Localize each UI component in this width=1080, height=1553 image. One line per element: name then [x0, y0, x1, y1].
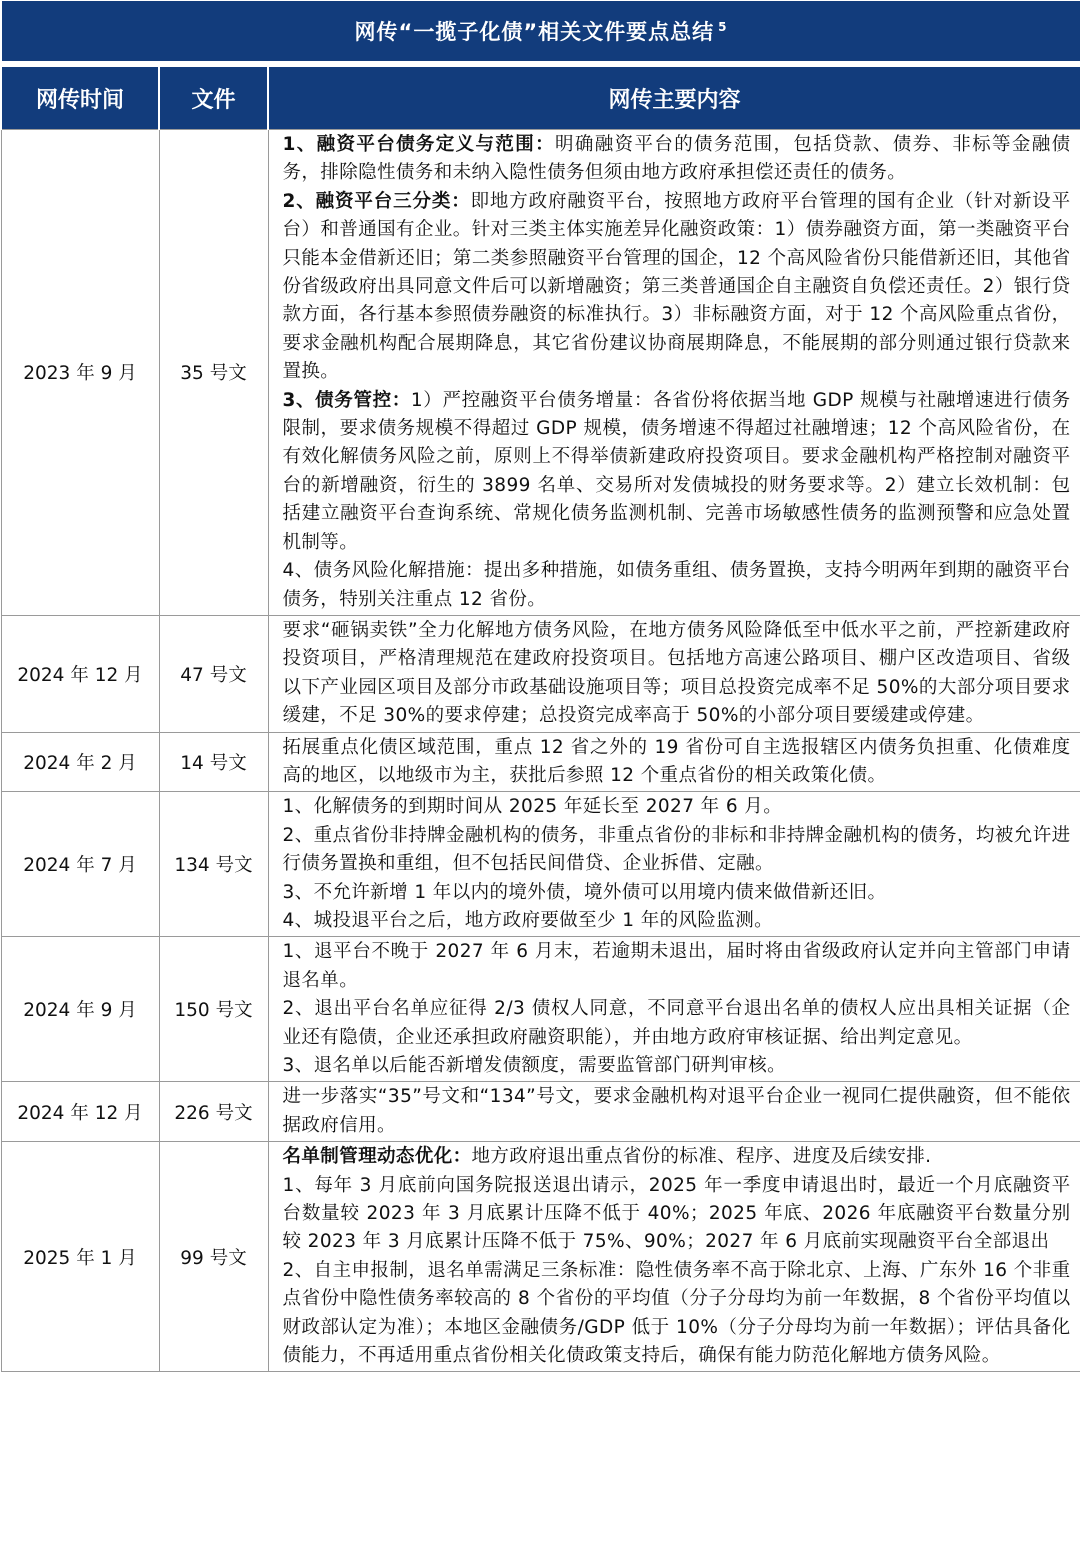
- paragraph-text: 1）严控融资平台债务增量：各省份将依据当地 GDP 规模与社融增速进行债务限制，要求债务规模不得超过 GDP 规模，债务增速不得超过社融增速；12 个高风险省份，在有效化解债务风险之前，原则上不得举债新建政府投资项目。要求金融机构严格控制对融资平台的新增融资，衍生的 3899 名单、交易所对发债城投的财务要求等。2）建立长效机制：包括建立融资平台查询系统、常规化债务监测机制、完善市场敏感性债务的监测预警和应急处置机制等。: [282, 389, 1071, 553]
- content-paragraph: [283, 188, 1071, 387]
- content-paragraph: [283, 793, 1071, 821]
- table-row: [1, 1082, 1080, 1142]
- content-paragraph: [283, 879, 1071, 907]
- row-time: 2024 年 7 月: [1, 792, 159, 937]
- table-row: [1, 792, 1080, 937]
- paragraph-text: 要求“砸锅卖铁”全力化解地方债务风险，在地方债务风险降低至中低水平之前，严控新建政府投资项目，严格清理规范在建政府投资项目。包括地方高速公路项目、棚户区改造项目、省级以下产业园区项目及部分市政基础设施项目等；项目总投资完成率不足 50%的大部分项目要求缓建，不足 30%的要求停建；总投资完成率高于 50%的小部分项目要缓建或停建。: [282, 619, 1071, 727]
- row-file: 226 号文: [159, 1082, 268, 1142]
- paragraph-heading: 1、融资平台债务定义与范围：: [282, 134, 555, 155]
- content-paragraph: [283, 1172, 1071, 1257]
- content-paragraph: [283, 131, 1071, 188]
- row-file: 134 号文: [159, 792, 268, 937]
- row-content: [268, 792, 1080, 937]
- paragraph-heading: 2、融资平台三分类：: [282, 190, 471, 212]
- paragraph-text: 2、自主申报制，退名单需满足三条标准：隐性债务率不高于除北京、上海、广东外 16 个非重点省份中隐性债务率较高的 8 个省份的平均值（分子分母均为前一年数据，8 个省份平均值以财政部认定为准）；本地区金融债务/GDP 低于 10%（分子分母均为前一年数据）；评估具备化债能力，不再适用重点省份相关化债政策支持后，确保有能力防范化解地方债务风险。: [282, 1259, 1071, 1367]
- row-content: [268, 1082, 1080, 1142]
- table-row: [1, 1142, 1080, 1372]
- content-paragraph: [283, 387, 1071, 557]
- row-time: 2024 年 12 月: [1, 1082, 159, 1142]
- content-paragraph: [283, 907, 1071, 935]
- row-content: [268, 615, 1080, 732]
- header-time: 网传时间: [1, 67, 159, 130]
- paragraph-heading: 3、债务管控：: [282, 389, 411, 411]
- paragraph-text: 地方政府退出重点省份的标准、程序、进度及后续安排.: [471, 1146, 932, 1168]
- row-time: 2024 年 9 月: [1, 937, 159, 1082]
- content-paragraph: [283, 1052, 1071, 1080]
- paragraph-text: 明确融资平台的债务范围，包括贷款、债券、非标等金融债务，排除隐性债务和未纳入隐性债务但须由地方政府承担偿还责任的债务。: [282, 134, 1071, 184]
- paragraph-text: 进一步落实“35”号文和“134”号文，要求金融机构对退平台企业一视同仁提供融资，但不能依据政府信用。: [282, 1086, 1071, 1136]
- table-row: [1, 130, 1080, 616]
- content-paragraph: [283, 995, 1071, 1052]
- row-time: 2024 年 12 月: [1, 615, 159, 732]
- content-paragraph: [283, 1083, 1071, 1140]
- content-paragraph: [283, 938, 1071, 995]
- row-file: 14 号文: [159, 732, 268, 792]
- table-body: [1, 130, 1080, 1372]
- paragraph-text: 2、退出平台名单应征得 2/3 债权人同意，不同意平台退出名单的债权人应出具相关证据（企业还有隐债，企业还承担政府融资职能），并由地方政府审核证据、给出判定意见。: [282, 998, 1071, 1048]
- row-file: 47 号文: [159, 615, 268, 732]
- row-content: [268, 1142, 1080, 1372]
- paragraph-text: 即地方政府融资平台，按照地方政府平台管理的国有企业（针对新设平台）和普通国有企业。针对三类主体实施差异化融资政策：1）债券融资方面，第一类融资平台只能本金借新还旧；第二类参照融资平台管理的国企，12 个高风险省份只能借新还旧，其他省份省级政府出具同意文件后可以新增融资；第三类普通国企自主融资自负偿还责任。2）银行贷款方面，各行基本参照债券融资的标准执行。3）非标融资方面，对于 12 个高风险重点省份，要求金融机构配合展期降息，其它省份建议协商展期降息，不能展期的部分则通过银行贷款来置换。: [282, 190, 1071, 383]
- table-title: [1, 1, 1080, 62]
- content-paragraph: [283, 1257, 1071, 1371]
- header-row: [1, 67, 1080, 130]
- paragraph-text: 1、每年 3 月底前向国务院报送退出请示，2025 年一季度申请退出时，最近一个月底融资平台数量较 2023 年 3 月底累计压降不低于 40%；2025 年底、2026 年底融资平台数量分别较 2023 年 3 月底累计压降不低于 75%、90%；2027 年 6 月底前实现融资平台全部退出: [282, 1174, 1071, 1253]
- row-time: 2024 年 2 月: [1, 732, 159, 792]
- table-row: [1, 615, 1080, 732]
- row-file: 99 号文: [159, 1142, 268, 1372]
- table-title-text: 网传“一揽子化债”相关文件要点总结: [354, 20, 715, 44]
- paragraph-text: 1、化解债务的到期时间从 2025 年延长至 2027 年 6 月。: [282, 796, 783, 818]
- table-row: [1, 732, 1080, 792]
- paragraph-heading: 名单制管理动态优化：: [282, 1146, 472, 1168]
- row-content: [268, 130, 1080, 616]
- header-content: 网传主要内容: [268, 67, 1080, 130]
- paragraph-text: 拓展重点化债区域范围，重点 12 省之外的 19 省份可自主选报辖区内债务负担重、化债难度高的地区，以地级市为主，获批后参照 12 个重点省份的相关政策化债。: [282, 736, 1071, 786]
- row-content: [268, 732, 1080, 792]
- paragraph-text: 1、退平台不晚于 2027 年 6 月末，若逾期未退出，届时将由省级政府认定并向主管部门申请退名单。: [282, 941, 1071, 991]
- table-title-row: [1, 1, 1080, 62]
- content-paragraph: [283, 734, 1071, 791]
- paragraph-text: 4、债务风险化解措施：提出多种措施，如债务重组、债务置换，支持今明两年到期的融资平台债务，特别关注重点 12 省份。: [282, 560, 1071, 610]
- row-content: [268, 937, 1080, 1082]
- row-time: 2023 年 9 月: [1, 130, 159, 616]
- paragraph-text: 4、城投退平台之后，地方政府要做至少 1 年的风险监测。: [282, 909, 774, 931]
- paragraph-text: 3、不允许新增 1 年以内的境外债，境外债可以用境内债来做借新还旧。: [282, 881, 887, 903]
- content-paragraph: [283, 1143, 1071, 1171]
- table-title-footnote: 5: [718, 20, 728, 34]
- content-paragraph: [283, 822, 1071, 879]
- row-file: 35 号文: [159, 130, 268, 616]
- row-time: 2025 年 1 月: [1, 1142, 159, 1372]
- content-paragraph: [283, 557, 1071, 614]
- header-file: 文件: [159, 67, 268, 130]
- paragraph-text: 3、退名单以后能否新增发债额度，需要监管部门研判审核。: [282, 1055, 787, 1076]
- content-paragraph: [283, 617, 1071, 731]
- row-file: 150 号文: [159, 937, 268, 1082]
- paragraph-text: 2、重点省份非持牌金融机构的债务，非重点省份的非标和非持牌金融机构的债务，均被允许进行债务置换和重组，但不包括民间借贷、企业拆借、定融。: [282, 824, 1071, 875]
- table-row: [1, 937, 1080, 1082]
